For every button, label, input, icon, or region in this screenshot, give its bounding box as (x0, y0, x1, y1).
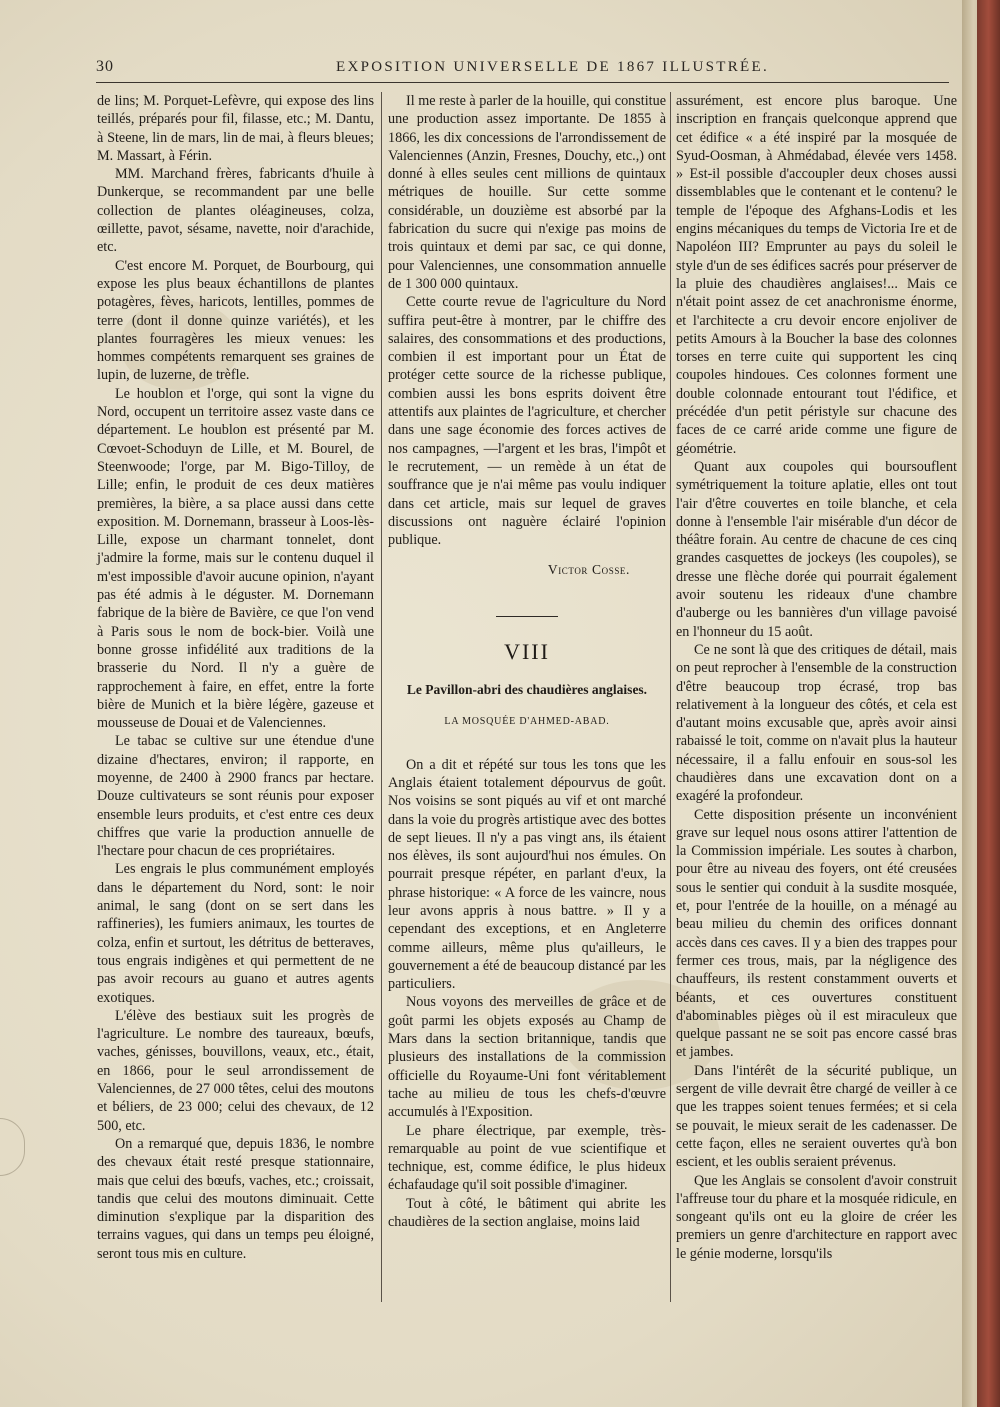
paragraph: Dans l'intérêt de la sécurité publique, un sergent de ville devrait être chargé de veiller à ce que les trappes soient tenues fermées; et si cela se pouvait, le mieux serait de les cadenasser. De cette façon, elles ne seraient ouvertes qu'à bon escient, et les oublis seraient prévenus. (676, 1062, 957, 1171)
paragraph: C'est encore M. Porquet, de Bourbourg, qui expose les plus beaux échantillons de plantes potagères, fèves, haricots, lentilles, pommes de terre (dont il donne quinze variétés), et les plantes fourragères les mieux venues: les hommes compétents remarquent ses graines de lupin, de luzerne, de trèfle. (97, 257, 374, 384)
paragraph: Nous voyons des merveilles de grâce et de goût parmi les objets exposés au Champ de Mars dans la section britannique, tandis que plusieurs des installations de la commission officielle du Royaume-Uni font véritablement tache au milieu de tous les chefs-d'œuvre accumulés à l'Exposition. (388, 994, 666, 1121)
paragraph: L'élève des bestiaux suit les progrès de l'agriculture. Le nombre des taureaux, bœufs, vaches, génisses, bouvillons, veaux, etc., était, en 1866, pour le seul arrondissement de Valenciennes, de 27 000 têtes, celui des moutons et béliers, de 23 000; celui des chevaux, de 12 500, etc. (97, 1007, 374, 1134)
binding-edge (977, 0, 1000, 1407)
paragraph: Cette disposition présente un inconvénient grave sur lequel nous osons attirer l'attention de la Commission impériale. Les soutes à charbon, pour être au niveau des foyers, ont été creusées sous le sentier qui conduit à la susdite mosquée, et, pour l'entrée de la houille, on a ménagé au beau milieu du chemin des orifices donnant accès dans ces caves. Il y a bien des trappes pour fermer ces trous, mais, par la négligence des chauffeurs, ils restent constamment ouverts et béants, et ces ouvertures constituent d'abominables pièges où il est miraculeux que quelque passant ne se soit pas encore cassé bras et jambes. (676, 806, 957, 1061)
paragraph: Cette courte revue de l'agriculture du Nord suffira peut-être à montrer, par le chiffre des salaires, des consommations et des productions, combien il est important pour un État de protéger cette source de la richesse publique, combien aussi les bons esprits doivent être attentifs aux plaintes de l'agriculture, et chercher dans une sage économie des forces actives de nos campagnes, —l'argent et les bras, l'impôt et le recrutement, — un remède à un état de souffrance que je n'ai même pas voulu indiquer dans cet article, mais sur lequel de graves discussions ont naguère éclairé l'opinion publique. (388, 294, 666, 549)
paragraph: Ce ne sont là que des critiques de détail, mais on peut reprocher à l'ensemble de la construction d'être beaucoup trop écrasé, trop bas relativement à la longueur des côtés, et cela est d'autant moins excusable que, après avoir ainsi rabaissé le toit, comme on n'avait plus la hauteur nécessaire, il a fallu enfouir en sous-sol les chaudières dans une excavation dont on a exagéré la profondeur. (676, 641, 957, 805)
paragraph: Il me reste à parler de la houille, qui constitue une production assez importante. De 1855 à 1866, les dix concessions de l'arrondissement de Valenciennes (Anzin, Fresnes, Douchy, etc.,) ont donné à elles seules cent millions de quintaux métriques de houille. Sur cette somme considérable, un douzième est absorbé par la fabrication du sucre qui n'exige pas moins de trois quintaux et demi par sac, ce qui donne, pour Valenciennes, une consommation annuelle de 1 300 000 quintaux. (388, 93, 667, 292)
author-signature: Victor Cosse. (547, 562, 630, 578)
paragraph: On a dit et répété sur tous les tons que les Anglais étaient totalement dépourvus de goût. Nos voisins se sont piqués au vif et ont marché dans la voie du progrès artistique avec des bottes de sept lieues. Il n'y a pas vingt ans, ils étaient nos élèves, ils sont aujourd'hui nos émules. On pourrait presque répéter, en parlant d'eux, la phrase historique: « A force de les vaincre, nous leur avons appris à nous battre. » Il y a cependant des exceptions, et en Angleterre comme ailleurs, même plus qu'ailleurs, le gouvernement a été de beaucoup distancé par les particuliers. (388, 756, 666, 993)
column-middle (388, 92, 666, 1231)
paragraph: de lins; M. Porquet-Lefèvre, qui expose des lins teillés, préparés pour fil, filasse, etc.; M. Dantu, à Steene, lin de mars, lin de mai, à fleurs bleues; M. Massart, à Férin. (97, 93, 374, 164)
paragraph: Le tabac se cultive sur une étendue d'une dizaine d'hectares, environ; il rapporte, en moyenne, de 2400 à 2900 francs par hectare. Douze cultivateurs se sont réunis pour exposer ensemble leurs produits, et c'est entre ces deux chiffres que varie la production annuelle de l'hectare pour chacun de ces propriétaires. (97, 733, 374, 860)
paragraph: Les engrais le plus communément employés dans le département du Nord, sont: le noir animal, le sang (dont on se sert dans les raffineries), les fumiers animaux, les tourtes de colza, enfin et surtout, les détritus de betteraves, tous engrais indigènes et qui permettent de ne pas avoir recours au guano et autres agents exotiques. (97, 861, 374, 1006)
page-number: 30 (96, 58, 114, 75)
paragraph: On a remarqué que, depuis 1836, le nombre des chevaux était resté presque stationnaire, mais que celui des bœufs, vaches, etc.; croissait, tandis que celui des moutons diminuait. Cette diminution s'explique par la disparition des terrains vagues, qui dans un temps peu éloigné, seront tous mis en culture. (97, 1135, 374, 1262)
page-title: EXPOSITION UNIVERSELLE DE 1867 ILLUSTRÉE. (336, 59, 770, 75)
section-number: VIII (504, 638, 550, 664)
paragraph: assurément, est encore plus baroque. Une inscription en français quelconque apprend que cet édifice « a été inspiré par la mosquée de Syud-Oosman, à Ahmédabad, élevée vers 1458. » Est-il possible d'accoupler deux choses aussi dissemblables que le contenant et le contenu? le temple de l'époque des Afghans-Lodis et les engins mécaniques du temps de Victoria Ire et de Napoléon III? Emprunter au pays du soleil le style d'un de ses édifices sacrés pour préserver de la pluie des chaudières anglaises!... Mais ce n'était point assez de cet anachronisme énorme, et l'architecte a cru devoir encore enjoliver de petits Amours à la Boucher la base des colonnes torses en terre cuite qui supportent les cinq coupoles hindoues. Ces colonnes forment une double colonnade entourant tout l'édifice, et précédée d'un petit péristyle sur chacune des faces de ce carré aride comme une figure de géométrie. (676, 93, 957, 457)
paragraph: MM. Marchand frères, fabricants d'huile à Dunkerque, se recommandent par une belle collection de plantes oléagineuses, colza, œillette, pavot, sésame, navette, noir d'arachide, etc. (97, 166, 374, 256)
section-title: Le Pavillon-abri des chaudières anglaises. (406, 682, 648, 698)
column-divider (670, 92, 671, 1302)
paragraph: Le phare électrique, par exemple, très-remarquable au point de vue scientifique et technique, est, comme édifice, le plus hideux échafaudage qu'il soit possible d'imaginer. (388, 1122, 666, 1194)
binder-hole (0, 1118, 25, 1176)
column-divider (381, 92, 382, 1302)
section-subtitle: LA MOSQUÉE D'AHMED-ABAD. (444, 716, 610, 728)
paragraph: Que les Anglais se consolent d'avoir construit l'affreuse tour du phare et la mosquée ridicule, en songeant qu'ils ont eu la gloire de créer les premiers un genre d'architecture en rapport avec le génie moderne, lorsqu'ils (676, 1172, 957, 1262)
paragraph: Quant aux coupoles qui boursouflent symétriquement la toiture aplatie, elles ont tout l'air d'être couvertes en toile blanche, et cela donne à l'ensemble l'air misérable d'un décor de théâtre forain. Au centre de chacune de ces cinq grandes casquettes de jockeys (les coupoles), se dresse une flèche dorée qui pourrait également avoir soutenu les rideaux d'une chambre d'auberge ou les bannières d'un village pavoisé en l'honneur du 15 août. (676, 458, 957, 640)
section-rule (496, 616, 558, 617)
paragraph: Tout à côté, le bâtiment qui abrite les chaudières de la section anglaise, moins laid (388, 1195, 666, 1231)
column-left (97, 92, 374, 1263)
column-right (676, 92, 957, 1263)
paragraph: Le houblon et l'orge, qui sont la vigne du Nord, occupent un territoire assez vaste dans ce département. Le houblon est présenté par M. Cœvoet-Schoduyn de Lille, et M. Bourel, de Steenwoode; l'orge, par M. Bigo-Tilloy, de Lille; enfin, le produit de ces deux matières premières, la bière, a sa place aussi dans cette exposition. M. Dornemann, brasseur à Loos-lès-Lille, expose un charmant tonnelet, dont j'admire la forme, mais sur le contenu duquel il m'est impossible d'avoir aucune opinion, n'ayant pas été admis à le déguster. M. Dornemann fabrique de la bière de Bavière, ce que l'on vend à Paris sous le nom de bock-bier. Voilà une bonne grosse infidélité aux traditions de la brasserie du Nord. Il n'y a guère de rapprochement à faire, en effet, entre la forte bière de Munich et la bière légère, gazeuse et mousseuse de Douai et de Valenciennes. (97, 385, 374, 732)
header-rule (96, 82, 949, 83)
page-header (96, 58, 951, 82)
